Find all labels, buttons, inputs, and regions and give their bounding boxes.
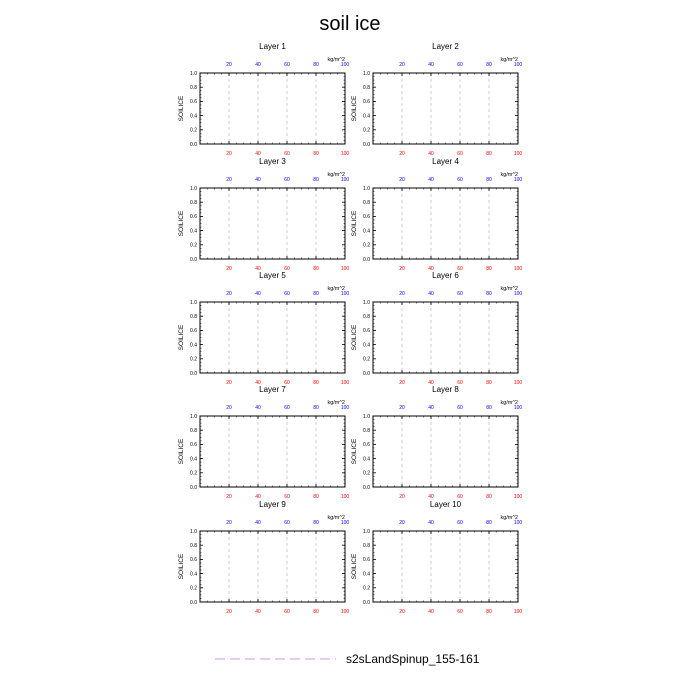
plot-frame [373,531,518,602]
x-top-tick-label: 80 [313,405,319,411]
top-axis-unit: kg/m^2 [500,172,518,178]
y-tick-label: 0.8 [190,200,197,206]
y-tick-label: 0.6 [363,214,370,221]
x-top-tick-label: 80 [486,177,492,183]
top-axis-unit: kg/m^2 [327,172,345,178]
x-top-tick-label: 20 [226,177,232,183]
y-tick-label: 0.2 [190,585,197,592]
x-bottom-tick-label: 40 [428,494,434,500]
y-tick-label: 0.0 [190,484,197,491]
x-bottom-tick-label: 20 [226,151,232,157]
x-bottom-tick-label: 40 [255,609,261,615]
panel-title: Layer 1 [259,42,286,51]
x-bottom-tick-label: 40 [255,266,261,272]
x-bottom-tick-label: 20 [399,266,405,272]
y-tick-label: 0.0 [363,599,370,606]
x-bottom-tick-label: 40 [255,494,261,500]
x-bottom-tick-label: 100 [513,609,523,615]
x-top-tick-label: 60 [457,520,463,526]
x-top-tick-label: 80 [486,405,492,411]
plot-frame [373,73,518,144]
y-tick-label: 0.0 [363,484,370,491]
y-tick-label: 0.0 [363,370,370,377]
x-top-tick-label: 60 [284,177,290,183]
figure-legend [215,652,480,666]
y-tick-label: 1.0 [190,70,197,77]
y-axis-label: SOILICE [351,324,358,351]
x-top-tick-label: 60 [284,62,290,68]
y-axis-label: SOILICE [351,210,358,237]
y-tick-label: 0.6 [190,557,197,564]
panels-grid [178,42,522,615]
panel-6 [351,271,522,386]
top-axis-unit: kg/m^2 [327,515,345,521]
y-tick-label: 0.4 [190,342,197,349]
x-top-tick-label: 20 [399,520,405,526]
x-bottom-tick-label: 60 [284,266,290,272]
x-top-tick-label: 80 [313,177,319,183]
y-tick-label: 0.8 [363,543,370,549]
x-top-tick-label: 60 [284,405,290,411]
x-bottom-tick-label: 100 [340,151,350,157]
y-tick-label: 0.8 [190,85,197,91]
x-bottom-tick-label: 60 [457,380,463,386]
y-tick-label: 1.0 [363,70,370,77]
x-bottom-tick-label: 100 [340,380,350,386]
y-tick-label: 0.0 [363,256,370,263]
top-axis-unit: kg/m^2 [327,286,345,292]
x-bottom-tick-label: 60 [284,494,290,500]
y-tick-label: 0.4 [363,113,370,120]
panel-title: Layer 4 [432,157,459,166]
y-tick-label: 1.0 [190,299,197,306]
x-bottom-tick-label: 80 [313,494,319,500]
x-bottom-tick-label: 60 [457,266,463,272]
y-tick-label: 0.2 [190,470,197,477]
x-bottom-tick-label: 100 [513,151,523,157]
plot-frame [200,302,345,373]
x-bottom-tick-label: 80 [313,609,319,615]
panel-3 [178,157,349,272]
x-bottom-tick-label: 20 [399,609,405,615]
y-tick-label: 0.8 [363,85,370,91]
x-bottom-tick-label: 40 [428,380,434,386]
y-tick-label: 1.0 [363,413,370,420]
x-bottom-tick-label: 20 [226,266,232,272]
x-bottom-tick-label: 80 [486,494,492,500]
panel-title: Layer 10 [429,500,462,509]
y-tick-label: 0.8 [363,200,370,206]
y-axis-label: SOILICE [351,438,358,465]
y-tick-label: 0.0 [363,141,370,148]
x-top-tick-label: 60 [457,405,463,411]
x-top-tick-label: 20 [226,291,232,297]
plot-frame [200,73,345,144]
y-tick-label: 0.6 [190,442,197,449]
x-top-tick-label: 60 [457,177,463,183]
plot-frame [373,416,518,487]
panel-10 [351,500,522,615]
x-top-tick-label: 40 [255,520,261,526]
y-tick-label: 0.2 [190,242,197,249]
x-top-tick-label: 100 [513,405,523,411]
x-top-tick-label: 60 [457,62,463,68]
x-bottom-tick-label: 100 [340,494,350,500]
plot-frame [200,531,345,602]
y-tick-label: 0.6 [190,99,197,106]
panel-title: Layer 7 [259,385,286,394]
y-tick-label: 1.0 [190,528,197,535]
x-bottom-tick-label: 40 [428,266,434,272]
x-bottom-tick-label: 60 [457,494,463,500]
x-bottom-tick-label: 40 [428,609,434,615]
x-top-tick-label: 80 [486,291,492,297]
y-tick-label: 0.0 [190,599,197,606]
plot-frame [373,302,518,373]
x-top-tick-label: 80 [486,62,492,68]
x-top-tick-label: 80 [313,520,319,526]
x-top-tick-label: 60 [284,520,290,526]
plot-frame [373,188,518,259]
x-bottom-tick-label: 40 [255,380,261,386]
y-axis-label: SOILICE [178,324,185,351]
y-tick-label: 0.8 [363,428,370,434]
top-axis-unit: kg/m^2 [500,400,518,406]
y-axis-label: SOILICE [178,553,185,580]
y-tick-label: 0.2 [190,356,197,363]
y-axis-label: SOILICE [178,210,185,237]
x-top-tick-label: 20 [399,177,405,183]
x-bottom-tick-label: 100 [340,609,350,615]
x-top-tick-label: 40 [255,62,261,68]
x-top-tick-label: 100 [340,291,350,297]
y-tick-label: 0.2 [363,585,370,592]
y-tick-label: 0.4 [363,571,370,578]
x-top-tick-label: 40 [255,405,261,411]
plot-frame [200,188,345,259]
y-tick-label: 0.4 [363,228,370,235]
top-axis-unit: kg/m^2 [500,57,518,63]
panel-5 [178,271,349,386]
x-bottom-tick-label: 60 [284,151,290,157]
x-bottom-tick-label: 80 [486,380,492,386]
y-tick-label: 0.2 [363,127,370,134]
x-top-tick-label: 80 [313,291,319,297]
y-tick-label: 0.2 [363,470,370,477]
y-axis-label: SOILICE [178,95,185,122]
x-top-tick-label: 20 [226,62,232,68]
panel-7 [178,385,349,500]
y-tick-label: 0.4 [190,456,197,463]
top-axis-unit: kg/m^2 [327,400,345,406]
x-bottom-tick-label: 60 [284,609,290,615]
panel-title: Layer 5 [259,271,286,280]
x-top-tick-label: 40 [428,520,434,526]
x-top-tick-label: 100 [513,177,523,183]
x-bottom-tick-label: 100 [513,266,523,272]
x-bottom-tick-label: 20 [226,494,232,500]
panel-title: Layer 2 [432,42,459,51]
figure-title: soil ice [319,13,381,35]
y-tick-label: 1.0 [190,413,197,420]
x-top-tick-label: 60 [457,291,463,297]
y-tick-label: 1.0 [190,185,197,192]
x-top-tick-label: 100 [513,62,523,68]
y-tick-label: 1.0 [363,185,370,192]
x-bottom-tick-label: 60 [284,380,290,386]
x-top-tick-label: 20 [226,405,232,411]
x-top-tick-label: 100 [340,405,350,411]
x-top-tick-label: 40 [428,62,434,68]
x-bottom-tick-label: 20 [399,494,405,500]
y-tick-label: 1.0 [363,528,370,535]
y-axis-label: SOILICE [351,95,358,122]
panel-title: Layer 3 [259,157,286,166]
legend-label: s2sLandSpinup_155-161 [346,652,480,666]
x-bottom-tick-label: 40 [428,151,434,157]
x-top-tick-label: 100 [513,291,523,297]
x-top-tick-label: 100 [340,520,350,526]
x-top-tick-label: 60 [284,291,290,297]
y-tick-label: 0.0 [190,141,197,148]
y-tick-label: 1.0 [363,299,370,306]
x-top-tick-label: 20 [399,291,405,297]
x-bottom-tick-label: 80 [486,609,492,615]
y-tick-label: 0.2 [190,127,197,134]
y-tick-label: 0.4 [190,571,197,578]
x-bottom-tick-label: 80 [313,380,319,386]
y-tick-label: 0.6 [363,442,370,449]
x-top-tick-label: 20 [399,405,405,411]
y-tick-label: 0.0 [190,256,197,263]
y-tick-label: 0.4 [190,113,197,120]
y-tick-label: 0.2 [363,242,370,249]
y-tick-label: 0.0 [190,370,197,377]
x-top-tick-label: 100 [340,62,350,68]
x-top-tick-label: 40 [428,405,434,411]
x-top-tick-label: 40 [255,291,261,297]
panel-4 [351,157,522,272]
x-top-tick-label: 100 [513,520,523,526]
x-bottom-tick-label: 100 [513,494,523,500]
x-top-tick-label: 20 [226,520,232,526]
y-axis-label: SOILICE [178,438,185,465]
x-bottom-tick-label: 100 [513,380,523,386]
panel-8 [351,385,522,500]
x-bottom-tick-label: 80 [313,151,319,157]
x-bottom-tick-label: 80 [313,266,319,272]
panel-title: Layer 8 [432,385,459,394]
top-axis-unit: kg/m^2 [327,57,345,63]
x-top-tick-label: 40 [255,177,261,183]
y-tick-label: 0.6 [190,328,197,335]
y-tick-label: 0.6 [190,214,197,221]
x-top-tick-label: 40 [428,177,434,183]
x-bottom-tick-label: 100 [340,266,350,272]
y-tick-label: 0.4 [190,228,197,235]
panel-1 [178,42,349,157]
x-bottom-tick-label: 80 [486,151,492,157]
x-bottom-tick-label: 60 [457,609,463,615]
x-bottom-tick-label: 60 [457,151,463,157]
x-top-tick-label: 80 [313,62,319,68]
panel-title: Layer 6 [432,271,459,280]
y-tick-label: 0.6 [363,328,370,335]
x-top-tick-label: 20 [399,62,405,68]
x-bottom-tick-label: 80 [486,266,492,272]
y-tick-label: 0.8 [190,543,197,549]
x-bottom-tick-label: 40 [255,151,261,157]
panel-2 [351,42,522,157]
panel-title: Layer 9 [259,500,286,509]
x-bottom-tick-label: 20 [399,380,405,386]
x-bottom-tick-label: 20 [399,151,405,157]
top-axis-unit: kg/m^2 [500,286,518,292]
y-tick-label: 0.4 [363,456,370,463]
top-axis-unit: kg/m^2 [500,515,518,521]
x-bottom-tick-label: 20 [226,609,232,615]
y-tick-label: 0.8 [363,314,370,320]
panel-9 [178,500,349,615]
plot-frame [200,416,345,487]
y-tick-label: 0.4 [363,342,370,349]
y-tick-label: 0.6 [363,99,370,106]
y-tick-label: 0.2 [363,356,370,363]
y-tick-label: 0.8 [190,428,197,434]
x-top-tick-label: 40 [428,291,434,297]
y-tick-label: 0.6 [363,557,370,564]
x-bottom-tick-label: 20 [226,380,232,386]
y-axis-label: SOILICE [351,553,358,580]
x-top-tick-label: 80 [486,520,492,526]
y-tick-label: 0.8 [190,314,197,320]
x-top-tick-label: 100 [340,177,350,183]
